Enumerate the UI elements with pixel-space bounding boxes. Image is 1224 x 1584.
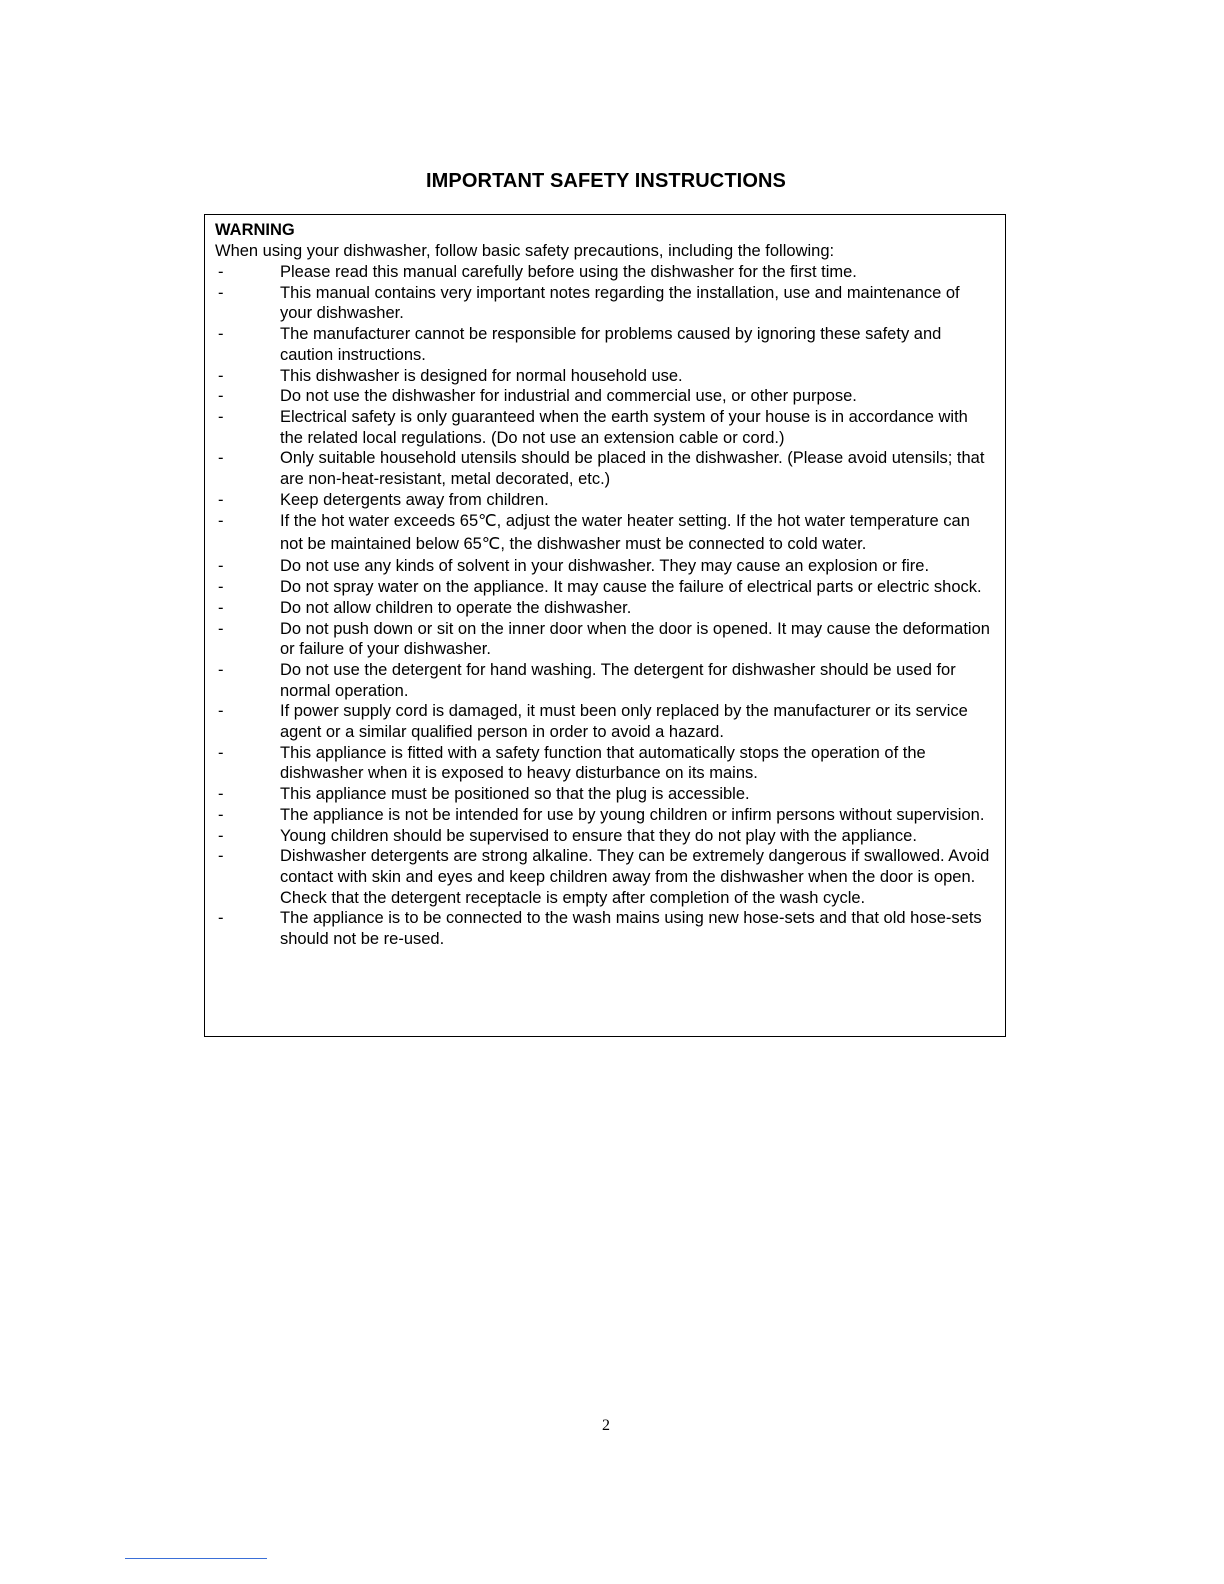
bullet-dash: -: [218, 660, 224, 679]
instruction-item: [215, 701, 995, 742]
instruction-text: The manufacturer cannot be responsible for problems caused by ignoring these safety and caution instructions.: [280, 325, 942, 364]
instruction-text: This dishwasher is designed for normal household use.: [280, 366, 683, 385]
instruction-item: [215, 743, 995, 784]
page-number: 2: [602, 1417, 610, 1434]
bullet-dash: -: [218, 785, 224, 804]
instruction-item: [215, 448, 995, 489]
bullet-dash: -: [218, 702, 224, 721]
instruction-item: [215, 619, 995, 660]
instruction-text: Do not spray water on the appliance. It may cause the failure of electrical parts or electric shock.: [280, 578, 982, 597]
instruction-text: Do not use the dishwasher for industrial and commercial use, or other purpose.: [280, 387, 857, 406]
bullet-dash: -: [218, 387, 224, 406]
instruction-text: Young children should be supervised to ensure that they do not play with the appliance.: [280, 826, 917, 845]
instruction-text: This manual contains very important notes regarding the installation, use and maintenance of your dishwasher.: [280, 283, 960, 323]
instruction-text: Do not use any kinds of solvent in your dishwasher. They may cause an explosion or fire.: [280, 557, 930, 576]
bullet-dash: -: [218, 557, 224, 576]
bullet-dash: -: [218, 619, 224, 638]
instruction-text: Electrical safety is only guaranteed when the earth system of your house is in accordance with the related local regulations. (Do not use an extension cable or cord.): [280, 407, 968, 447]
warning-intro: When using your dishwasher, follow basic safety precautions, including the following:: [215, 242, 835, 260]
bullet-dash: -: [218, 847, 224, 866]
instruction-list: [215, 262, 995, 950]
bullet-dash: -: [218, 826, 224, 845]
instruction-text: Keep detergents away from children.: [280, 490, 549, 509]
page-title: IMPORTANT SAFETY INSTRUCTIONS: [426, 170, 786, 192]
instruction-item: [215, 577, 995, 598]
instruction-item: [215, 324, 995, 365]
bullet-dash: -: [218, 578, 224, 597]
bullet-dash: -: [218, 407, 224, 426]
instruction-item: [215, 826, 995, 847]
instruction-item: [215, 805, 995, 826]
bullet-dash: -: [218, 743, 224, 762]
instruction-item: [215, 660, 995, 701]
instruction-item: [215, 784, 995, 805]
bullet-dash: -: [218, 366, 224, 385]
instruction-item: [215, 490, 995, 511]
instruction-text: Do not push down or sit on the inner door when the door is opened. It may cause the deformation or failure of your dishwasher.: [280, 619, 990, 659]
bullet-dash: -: [218, 449, 224, 468]
instruction-text: The appliance is not be intended for use by young children or infirm persons without supervision.: [280, 805, 985, 824]
instruction-text: If power supply cord is damaged, it must been only replaced by the manufacturer or its service agent or a similar qualified person in order to avoid a hazard.: [280, 702, 968, 742]
instruction-item: [215, 366, 995, 387]
instruction-text: This appliance is fitted with a safety function that automatically stops the operation of the dishwasher when it is exposed to heavy disturbance on its mains.: [280, 743, 926, 783]
instruction-text: Dishwasher detergents are strong alkaline. They can be extremely dangerous if swallowed. Avoid contact with skin and eyes and keep children away from the dishwasher when the door is open. Check that the detergent receptacle is empty after completion of the wash cycle.: [280, 847, 990, 907]
bullet-dash: -: [218, 325, 224, 344]
footnote-separator: [125, 1558, 267, 1559]
instruction-text: Please read this manual carefully before using the dishwasher for the first time.: [280, 263, 857, 281]
instruction-item: [215, 407, 995, 448]
instruction-text: This appliance must be positioned so that the plug is accessible.: [280, 785, 750, 804]
bullet-dash: -: [218, 805, 224, 824]
instruction-item: [215, 510, 995, 556]
instruction-item: [215, 598, 995, 619]
bullet-dash: -: [218, 909, 224, 928]
instruction-text: Do not allow children to operate the dishwasher.: [280, 598, 632, 617]
instruction-text: If the hot water exceeds 65℃, adjust the water heater setting. If the hot water temperature can not be maintained below 65℃, the dishwasher must be connected to cold water.: [280, 512, 970, 554]
bullet-dash: -: [218, 283, 224, 302]
instruction-item: [215, 908, 995, 949]
instruction-text: The appliance is to be connected to the wash mains using new hose-sets and that old hose-sets should not be re-used.: [280, 909, 982, 949]
bullet-dash: -: [218, 512, 224, 531]
instruction-item: [215, 846, 995, 908]
bullet-dash: -: [218, 598, 224, 617]
instruction-item: [215, 262, 995, 283]
instruction-text: Do not use the detergent for hand washing. The detergent for dishwasher should be used for normal operation.: [280, 660, 956, 700]
instruction-item: [215, 283, 995, 324]
instruction-text: Only suitable household utensils should be placed in the dishwasher. (Please avoid utensils; that are non-heat-resistant, metal decorated, etc.): [280, 449, 985, 489]
instruction-item: [215, 386, 995, 407]
bullet-dash: -: [218, 490, 224, 509]
bullet-dash: -: [218, 263, 224, 281]
warning-box: [204, 214, 1006, 1037]
warning-heading: WARNING: [215, 221, 295, 239]
instruction-item: [215, 556, 995, 577]
